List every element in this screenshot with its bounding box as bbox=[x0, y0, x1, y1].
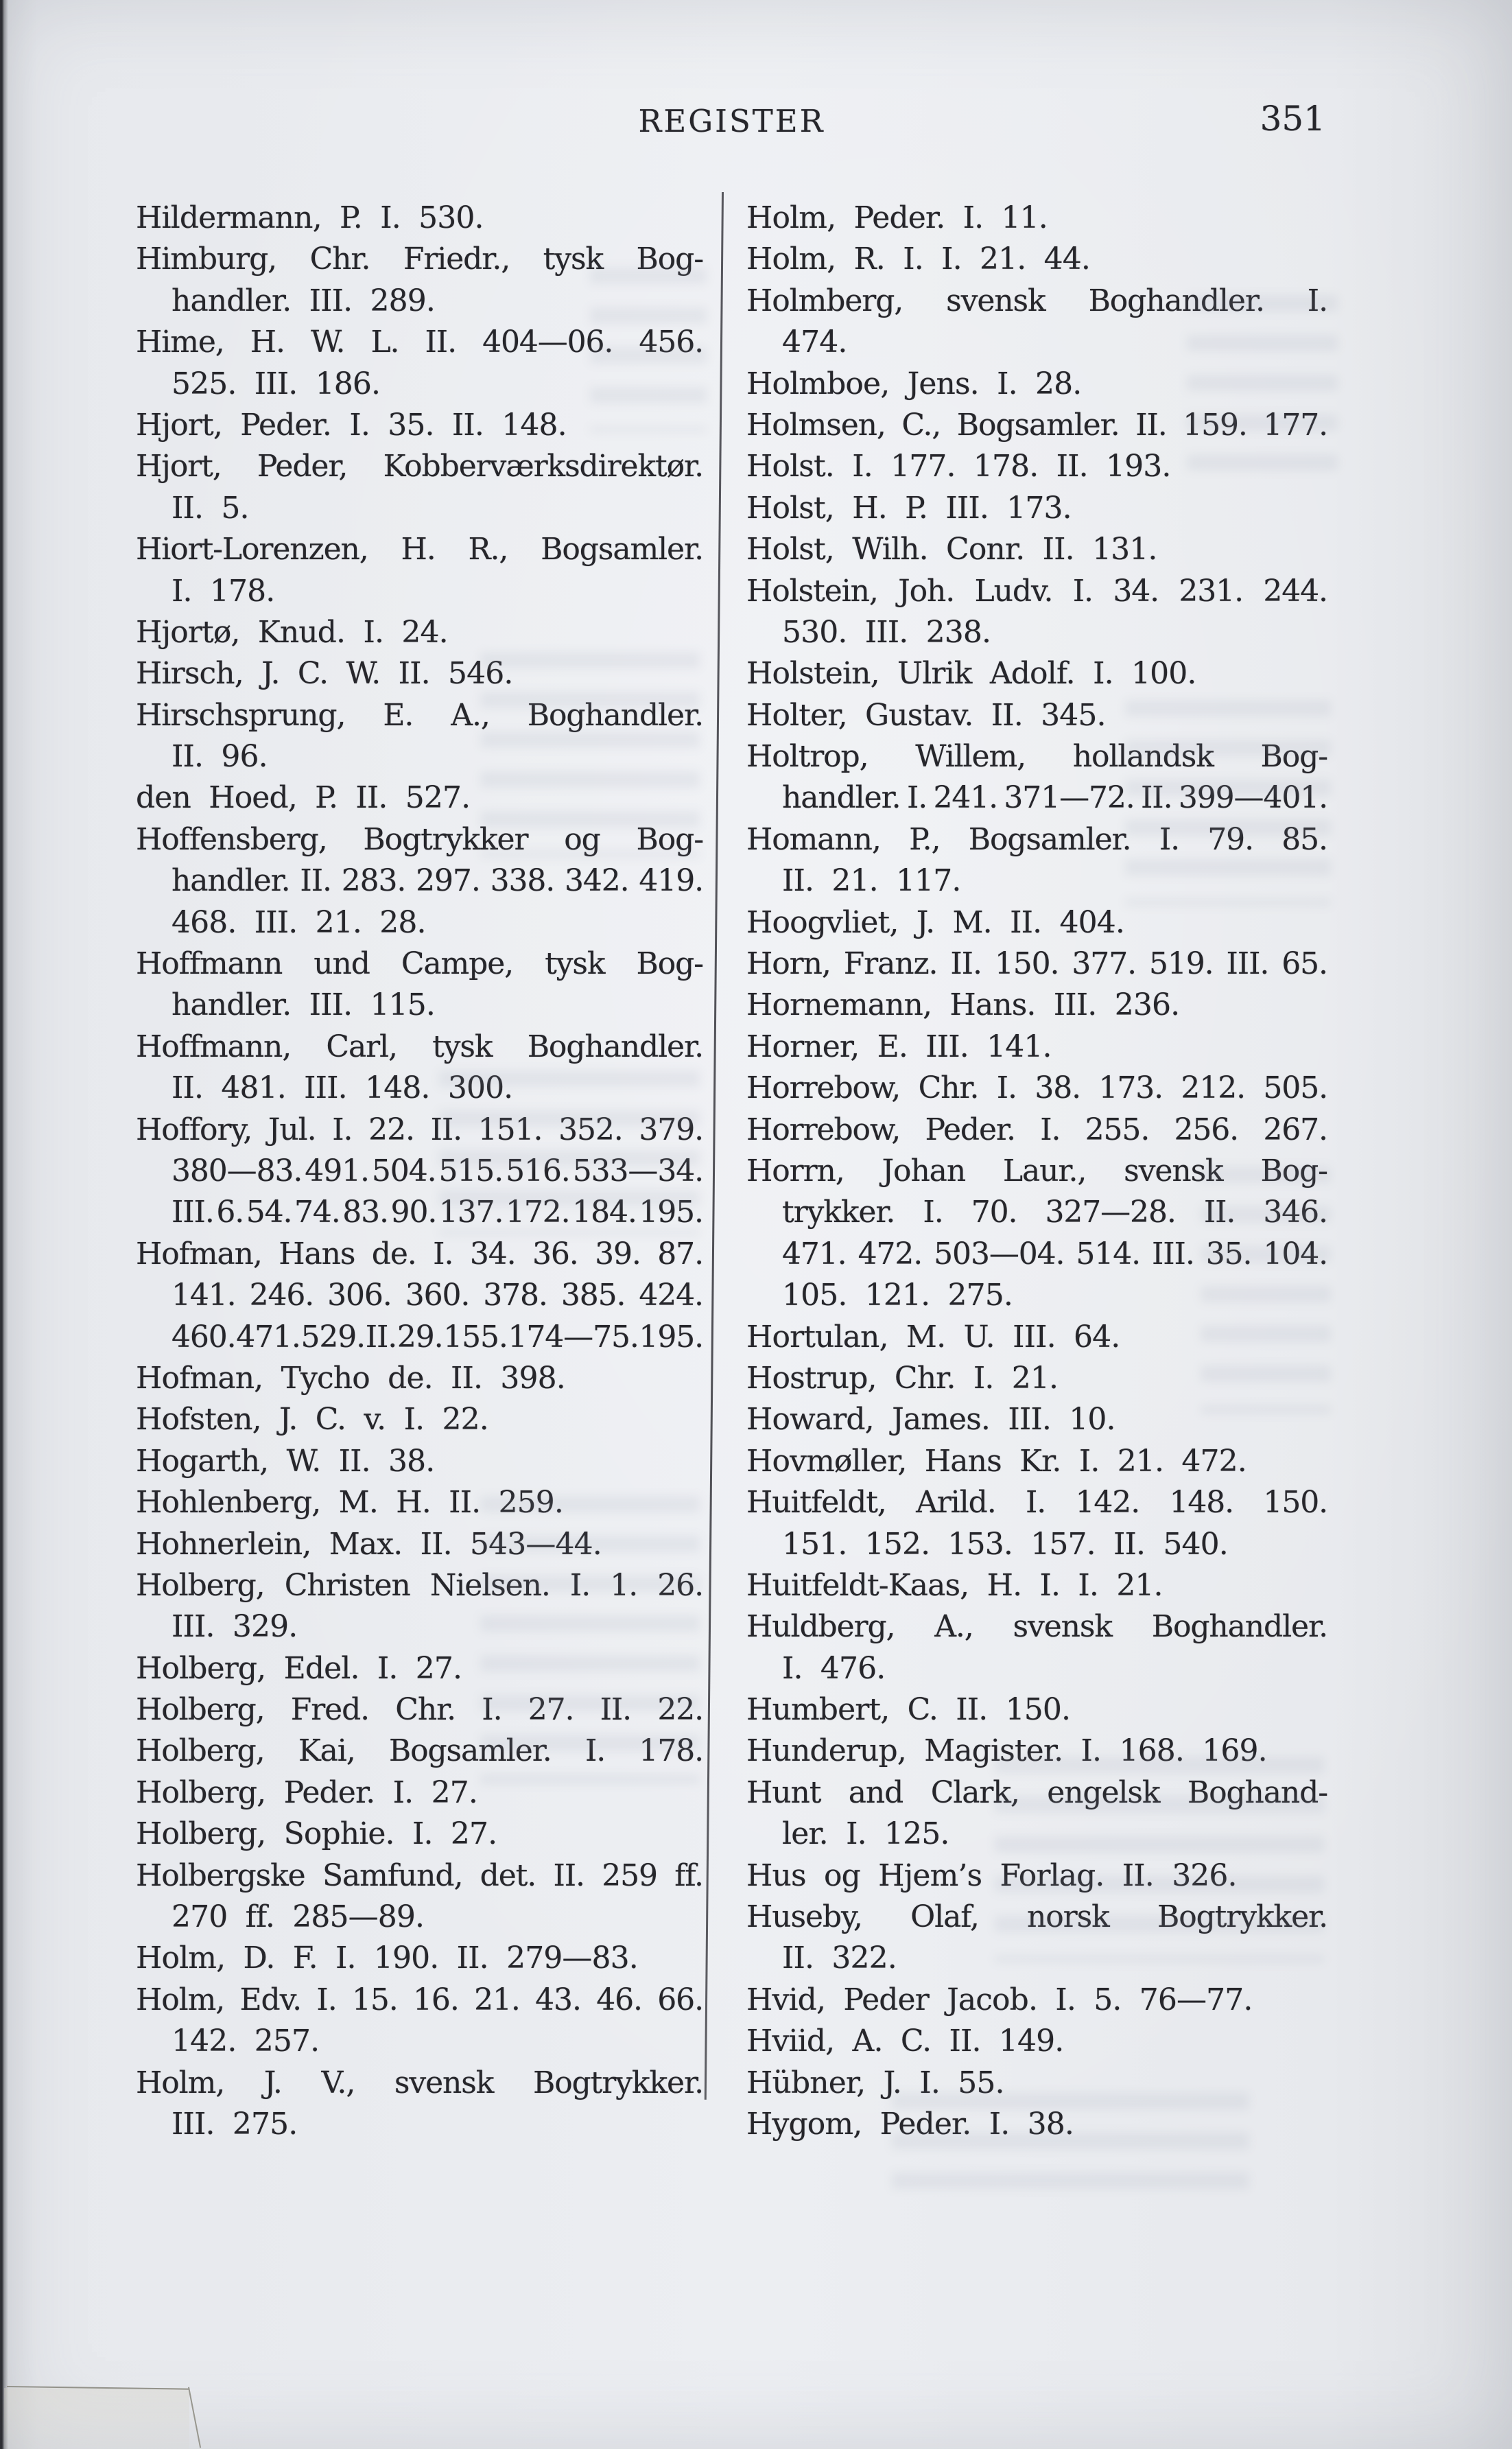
index-entry-line: Homann, P., Bogsamler. I. 79. 85. bbox=[746, 821, 1327, 857]
index-entry-line: Holbergske Samfund, det. II. 259 ff. bbox=[136, 1858, 703, 1893]
index-entry-line: Hirschsprung, E. A., Boghandler. bbox=[136, 697, 703, 733]
index-entry-line: Hus og Hjem’s Forlag. II. 326. bbox=[746, 1858, 1237, 1893]
index-entry-line: Horner, E. III. 141. bbox=[746, 1029, 1052, 1064]
index-entry-line: Hovmøller, Hans Kr. I. 21. 472. bbox=[746, 1443, 1247, 1479]
index-entry-line: Holstein, Joh. Ludv. I. 34. 231. 244. bbox=[746, 573, 1327, 609]
bleedthrough-artifact bbox=[439, 1070, 700, 1235]
index-entry-line: Holst. I. 177. 178. II. 193. bbox=[746, 449, 1171, 484]
page-title: REGISTER bbox=[638, 103, 825, 139]
bleedthrough-artifact bbox=[1187, 295, 1338, 487]
index-entry-line: Hohlenberg, M. H. II. 259. bbox=[136, 1485, 564, 1521]
bleedthrough-artifact bbox=[892, 2093, 1249, 2203]
index-entry-line: ler. I. 125. bbox=[782, 1816, 949, 1852]
index-entry-line: Huitfeldt-Kaas, H. I. I. 21. bbox=[746, 1567, 1163, 1603]
index-entry-line: Holmberg, svensk Boghandler. I. bbox=[746, 283, 1327, 318]
index-entry-line: Holtrop, Willem, hollandsk Bog- bbox=[746, 739, 1327, 775]
index-entry-line: handler. III. 115. bbox=[172, 987, 436, 1023]
index-entry-line: Holberg, Peder. I. 27. bbox=[136, 1774, 477, 1810]
index-entry-line: Hirsch, J. C. W. II. 546. bbox=[136, 656, 513, 692]
index-entry-line: handler. II. 283. 297. 338. 342. 419. bbox=[172, 863, 703, 899]
index-entry-line: Holberg, Kai, Bogsamler. I. 178. bbox=[136, 1733, 703, 1769]
index-entry-line: Hübner, J. I. 55. bbox=[746, 2065, 1004, 2100]
index-entry-line: III. 275. bbox=[172, 2106, 298, 2142]
index-entry-line: Holm, Edv. I. 15. 16. 21. 43. 46. 66. bbox=[136, 1982, 703, 2017]
index-entry-line: Hofsten, J. C. v. I. 22. bbox=[136, 1402, 488, 1438]
index-entry-line: 525. III. 186. bbox=[172, 366, 381, 401]
bleedthrough-artifact bbox=[590, 268, 707, 432]
index-entry-line: 474. bbox=[782, 325, 847, 360]
index-entry-line: Holm, J. V., svensk Bogtrykker. bbox=[136, 2065, 703, 2100]
index-entry-line: Holm, R. I. I. 21. 44. bbox=[746, 242, 1091, 277]
index-entry-line: III. 6. 54. 74. 83. 90. 137. 172. 184. 195. bbox=[172, 1195, 703, 1230]
index-entry-line: Holberg, Sophie. I. 27. bbox=[136, 1816, 497, 1852]
index-entry-line: Hime, H. W. L. II. 404—06. 456. bbox=[136, 325, 703, 360]
index-entry-line: Holmboe, Jens. I. 28. bbox=[746, 366, 1082, 401]
index-entry-line: I. 178. bbox=[172, 573, 275, 609]
index-entry-line: Holm, D. F. I. 190. II. 279—83. bbox=[136, 1941, 638, 1976]
index-entry-line: Hornemann, Hans. III. 236. bbox=[746, 987, 1180, 1023]
index-entry-line: Holst, Wilh. Conr. II. 131. bbox=[746, 532, 1157, 567]
index-entry-line: Holstein, Ulrik Adolf. I. 100. bbox=[746, 656, 1196, 692]
page-corner-fold bbox=[0, 2386, 206, 2449]
index-entry-line: Hunderup, Magister. I. 168. 169. bbox=[746, 1733, 1267, 1769]
index-entry-line: Hvid, Peder Jacob. I. 5. 76—77. bbox=[746, 1982, 1253, 2017]
index-entry-line: Himburg, Chr. Friedr., tysk Bog- bbox=[136, 242, 703, 277]
index-entry-line: 530. III. 238. bbox=[782, 614, 991, 650]
index-entry-line: II. 96. bbox=[172, 739, 268, 775]
index-entry-line: Hoffmann und Campe, tysk Bog- bbox=[136, 946, 703, 982]
index-entry-line: Holter, Gustav. II. 345. bbox=[746, 697, 1106, 733]
index-entry-line: Hogarth, W. II. 38. bbox=[136, 1443, 435, 1479]
index-entry-line: handler. III. 289. bbox=[172, 283, 436, 318]
index-entry-line: Holberg, Fred. Chr. I. 27. II. 22. bbox=[136, 1692, 703, 1728]
index-entry-line: Hoogvliet, J. M. II. 404. bbox=[746, 904, 1124, 940]
index-entry-line: Holberg, Christen Nielsen. I. 1. 26. bbox=[136, 1567, 703, 1603]
column-divider-rule bbox=[705, 192, 724, 2100]
page-corner-fold-shade bbox=[4, 2388, 189, 2449]
index-entry-line: Hortulan, M. U. III. 64. bbox=[746, 1319, 1120, 1355]
index-entry-line: Hviid, A. C. II. 149. bbox=[746, 2024, 1064, 2059]
index-entry-line: Hoffensberg, Bogtrykker og Bog- bbox=[136, 821, 703, 857]
index-entry-line: Hiort-Lorenzen, H. R., Bogsamler. bbox=[136, 532, 703, 567]
index-entry-line: Hunt and Clark, engelsk Boghand- bbox=[746, 1774, 1327, 1810]
index-entry-line: den Hoed, P. II. 527. bbox=[136, 780, 471, 816]
index-entry-line: 270 ff. 285—89. bbox=[172, 1899, 425, 1935]
bleedthrough-artifact bbox=[995, 1757, 1324, 1962]
index-entry-line: Holst, H. P. III. 173. bbox=[746, 490, 1072, 526]
index-entry-line: II. 322. bbox=[782, 1941, 897, 1976]
index-entry-line: Huseby, Olaf, norsk Bogtrykker. bbox=[746, 1899, 1327, 1935]
index-entry-line: handler. I. 241. 371—72. II. 399—401. bbox=[782, 780, 1327, 816]
index-entry-line: Hostrup, Chr. I. 21. bbox=[746, 1360, 1059, 1396]
index-entry-line: II. 481. III. 148. 300. bbox=[172, 1070, 513, 1106]
index-entry-line: Hofman, Tycho de. II. 398. bbox=[136, 1360, 565, 1396]
index-entry-line: Hohnerlein, Max. II. 543—44. bbox=[136, 1526, 602, 1562]
index-entry-line: Horrebow, Peder. I. 255. 256. 267. bbox=[746, 1112, 1327, 1147]
index-entry-line: 142. 257. bbox=[172, 2024, 320, 2059]
index-entry-line: II. 21. 117. bbox=[782, 863, 961, 899]
page-corner-fold-edge-right bbox=[188, 2387, 201, 2448]
scan-edge-shadow bbox=[0, 0, 8, 2449]
index-entry-line: Humbert, C. II. 150. bbox=[746, 1692, 1071, 1728]
index-entry-line: Holberg, Edel. I. 27. bbox=[136, 1650, 462, 1686]
index-entry-line: Horrn, Johan Laur., svensk Bog- bbox=[746, 1153, 1327, 1188]
index-entry-line: Hoffmann, Carl, tysk Boghandler. bbox=[136, 1029, 703, 1064]
index-entry-line: Horrebow, Chr. I. 38. 173. 212. 505. bbox=[746, 1070, 1327, 1106]
page-number: 351 bbox=[1260, 99, 1325, 139]
index-entry-line: Horn, Franz. II. 150. 377. 519. III. 65. bbox=[746, 946, 1327, 982]
index-entry-line: 141. 246. 306. 360. 378. 385. 424. bbox=[172, 1278, 703, 1313]
index-entry-line: 380—83. 491. 504. 515. 516. 533—34. bbox=[172, 1153, 703, 1188]
index-entry-line: 105. 121. 275. bbox=[782, 1278, 1013, 1313]
index-entry-line: Hofman, Hans de. I. 34. 36. 39. 87. bbox=[136, 1236, 703, 1272]
index-entry-line: Hoffory, Jul. I. 22. II. 151. 352. 379. bbox=[136, 1112, 703, 1147]
index-entry-line: Holm, Peder. I. 11. bbox=[746, 200, 1048, 235]
index-entry-line: Holmsen, C., Bogsamler. II. 159. 177. bbox=[746, 407, 1327, 443]
index-entry-line: Huitfeldt, Arild. I. 142. 148. 150. bbox=[746, 1485, 1327, 1521]
index-entry-line: Huldberg, A., svensk Boghandler. bbox=[746, 1609, 1327, 1645]
bleedthrough-artifact bbox=[480, 1496, 700, 1784]
index-entry-line: 471. 472. 503—04. 514. III. 35. 104. bbox=[782, 1236, 1327, 1272]
index-entry-line: 151. 152. 153. 157. II. 540. bbox=[782, 1526, 1228, 1562]
index-entry-line: Hildermann, P. I. 530. bbox=[136, 200, 484, 235]
index-entry-line: II. 5. bbox=[172, 490, 249, 526]
index-entry-line: 468. III. 21. 28. bbox=[172, 904, 426, 940]
index-entry-line: Hjort, Peder. I. 35. II. 148. bbox=[136, 407, 567, 443]
index-entry-line: trykker. I. 70. 327—28. II. 346. bbox=[782, 1195, 1327, 1230]
bleedthrough-artifact bbox=[1125, 700, 1331, 906]
index-entry-line: Hjortø, Knud. I. 24. bbox=[136, 614, 448, 650]
index-entry-line: Hjort, Peder, Kobberværksdirektør. bbox=[136, 449, 703, 484]
index-entry-line: I. 476. bbox=[782, 1650, 886, 1686]
bleedthrough-artifact bbox=[480, 652, 700, 858]
bleedthrough-artifact bbox=[1201, 1167, 1331, 1414]
index-entry-line: 460. 471. 529. II. 29. 155. 174—75. 195. bbox=[172, 1319, 703, 1355]
index-entry-line: Hygom, Peder. I. 38. bbox=[746, 2106, 1074, 2142]
index-entry-line: III. 329. bbox=[172, 1609, 298, 1645]
index-entry-line: Howard, James. III. 10. bbox=[746, 1402, 1115, 1438]
